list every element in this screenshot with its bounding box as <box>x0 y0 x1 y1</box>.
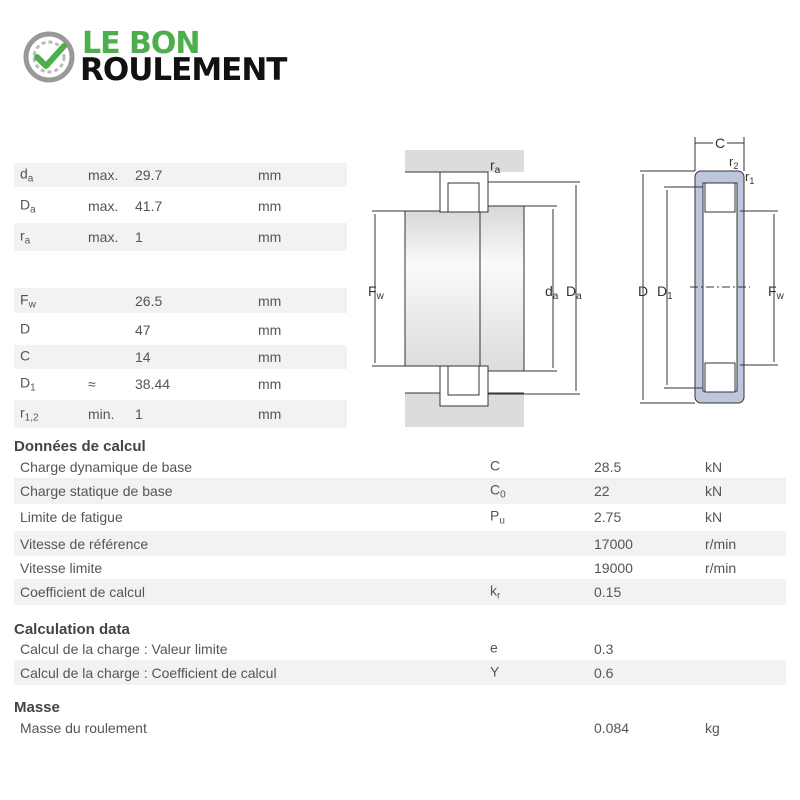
Da-label: $D_a$ <box>566 283 582 302</box>
dimension-qualifier: max. <box>88 229 119 245</box>
calc-symbol: $C_0$ <box>490 481 506 501</box>
r2-label: $r_2$ <box>729 154 739 171</box>
dimension-symbol: $r_a$ <box>20 227 31 247</box>
calc-label: Coefficient de calcul <box>20 584 146 600</box>
r1-label: $r_1$ <box>745 169 755 186</box>
calc-unit: r/min <box>705 535 737 552</box>
calc-label: Calcul de la charge : Coefficient de calcul <box>20 664 277 681</box>
dimension-unit: mm <box>258 198 282 214</box>
dimension-value: 41.7 <box>135 198 163 214</box>
calc-unit: kN <box>705 458 723 475</box>
logo-line2: ROULEMENT <box>80 52 287 88</box>
dimension-symbol: $r_{1,2}$ <box>20 404 39 424</box>
fw-label-left: $F_w$ <box>368 283 384 302</box>
section-title-calc: Données de calcul <box>14 438 146 455</box>
calc-row <box>14 455 786 478</box>
calc-value: 17000 <box>594 535 633 552</box>
calc-label: Masse du roulement <box>20 719 147 736</box>
dimension-value: 14 <box>135 349 151 365</box>
logo-line1: LE BON <box>82 26 200 61</box>
dimension-symbol: $F_w$ <box>20 291 36 310</box>
calc-row <box>14 715 786 740</box>
dimension-value: 1 <box>135 229 143 245</box>
calc-label: Limite de fatigue <box>20 509 123 525</box>
dimension-symbol: D <box>20 320 31 337</box>
calc-row <box>14 504 786 530</box>
calc-value: 2.75 <box>594 509 622 525</box>
dimension-unit: mm <box>258 322 282 338</box>
calc-symbol: Y <box>490 663 500 679</box>
calc-label: Charge dynamique de base <box>20 458 193 475</box>
dimension-unit: mm <box>258 229 282 245</box>
calc-label: Vitesse limite <box>20 559 103 576</box>
section-title-calculation-data: Calculation data <box>14 621 130 638</box>
section-title-mass: Masse <box>14 699 60 716</box>
calc-unit: r/min <box>705 559 737 576</box>
calc-value: 22 <box>594 483 610 499</box>
ra-label: $r_a$ <box>490 157 501 176</box>
da-label: $d_a$ <box>545 283 559 302</box>
calc-unit: kN <box>705 509 723 525</box>
dimension-qualifier: ≈ <box>88 375 96 392</box>
dimension-value: 29.7 <box>135 167 163 183</box>
calc-value: 0.6 <box>594 664 614 681</box>
calc-label: Charge statique de base <box>20 483 173 499</box>
calc-value: 0.15 <box>594 584 622 600</box>
calc-row <box>14 556 786 579</box>
calc-symbol: C <box>490 457 501 473</box>
calc-row <box>14 637 786 660</box>
calc-value: 28.5 <box>594 458 622 475</box>
dimension-value: 26.5 <box>135 292 163 309</box>
dimension-unit: mm <box>258 406 282 422</box>
dimension-unit: mm <box>258 292 282 309</box>
dimension-qualifier: max. <box>88 167 119 183</box>
calc-value: 0.3 <box>594 640 614 657</box>
calc-symbol: $k_r$ <box>490 582 501 602</box>
calc-symbol: $P_u$ <box>490 507 505 527</box>
dimension-qualifier: min. <box>88 406 115 422</box>
dimension-value: 38.44 <box>135 375 171 392</box>
calc-label: Vitesse de référence <box>20 535 149 552</box>
dimension-qualifier: max. <box>88 198 119 214</box>
calc-row <box>14 660 786 685</box>
calc-row <box>14 531 786 556</box>
bearing-section-drawing <box>640 137 778 403</box>
D-label: D <box>638 283 649 299</box>
calc-value: 19000 <box>594 559 633 576</box>
dimension-symbol: $D_a$ <box>20 196 36 216</box>
dimension-unit: mm <box>258 349 282 365</box>
calc-label: Calcul de la charge : Valeur limite <box>20 640 228 657</box>
dimension-unit: mm <box>258 167 282 183</box>
calc-unit: kN <box>705 483 723 499</box>
calc-row <box>14 478 786 504</box>
calc-symbol: e <box>490 639 498 655</box>
dimension-value: 1 <box>135 406 143 422</box>
fw-label-right: $F_w$ <box>768 283 784 302</box>
C-label: C <box>715 135 726 151</box>
dimension-symbol: $d_a$ <box>20 165 34 185</box>
dimension-unit: mm <box>258 375 282 392</box>
dimension-value: 47 <box>135 322 151 338</box>
calc-row <box>14 579 786 605</box>
calc-unit: kg <box>705 719 720 736</box>
calc-value: 0.084 <box>594 719 630 736</box>
D1-label: $D_1$ <box>657 283 673 302</box>
dimension-symbol: $D_1$ <box>20 374 36 393</box>
dimension-symbol: C <box>20 347 31 364</box>
